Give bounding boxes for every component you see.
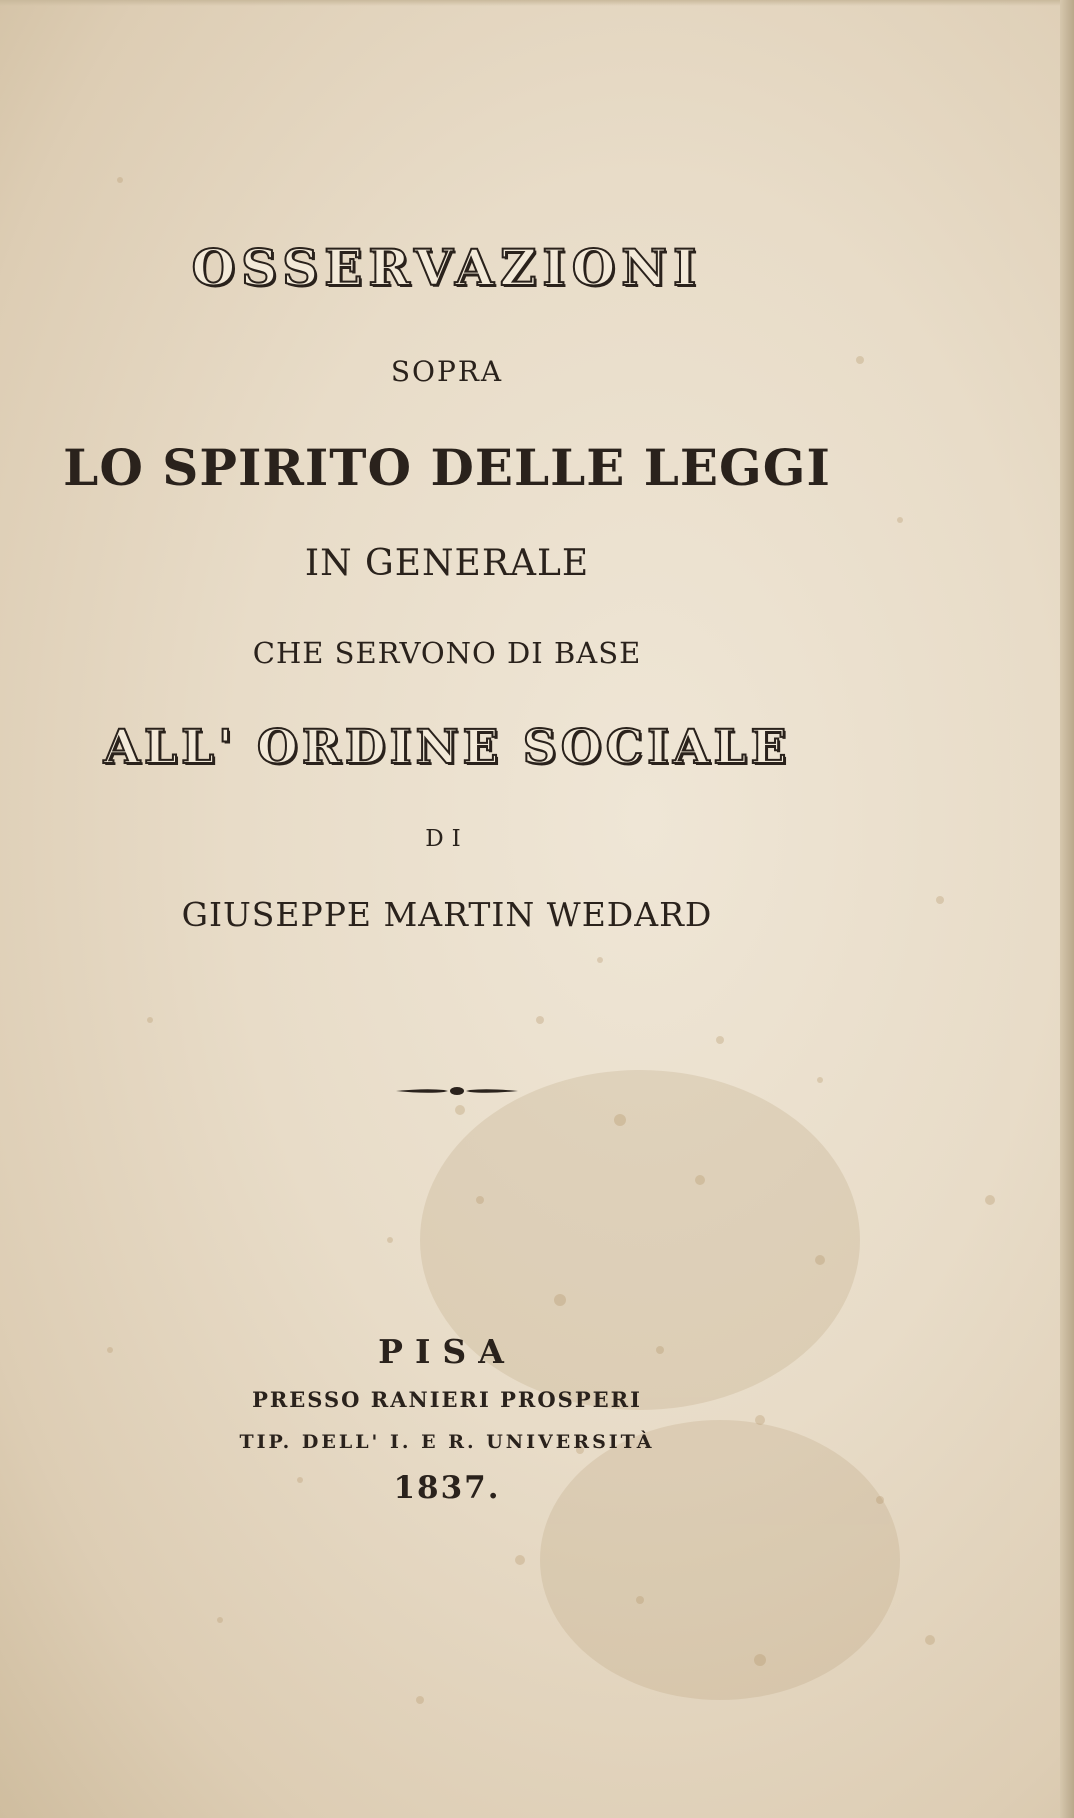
page-top-edge — [0, 0, 1074, 6]
imprint-publisher: PRESSO RANIERI PROSPERI — [252, 1387, 642, 1412]
subtitle-sopra: SOPRA — [390, 355, 504, 388]
imprint-printer: TIP. DELL' I. E R. UNIVERSITÀ — [239, 1431, 655, 1453]
subtitle-che-servono: CHE SERVONO DI BASE — [252, 636, 642, 670]
ornamental-rule-icon — [396, 1085, 518, 1097]
subtitle-ordine-sociale: ALL' ORDINE SOCIALE — [103, 720, 791, 775]
subtitle-in-generale: IN GENERALE — [304, 543, 590, 584]
imprint-city: PISA — [378, 1332, 516, 1371]
imprint-year: 1837. — [393, 1470, 501, 1506]
main-subject: LO SPIRITO DELLE LEGGI — [63, 438, 831, 497]
author-name: GIUSEPPE MARTIN WEDARD — [181, 895, 713, 934]
page-right-edge — [1060, 0, 1074, 1818]
book-title: OSSERVAZIONI — [191, 238, 703, 297]
author-prefix: DI — [425, 826, 469, 852]
